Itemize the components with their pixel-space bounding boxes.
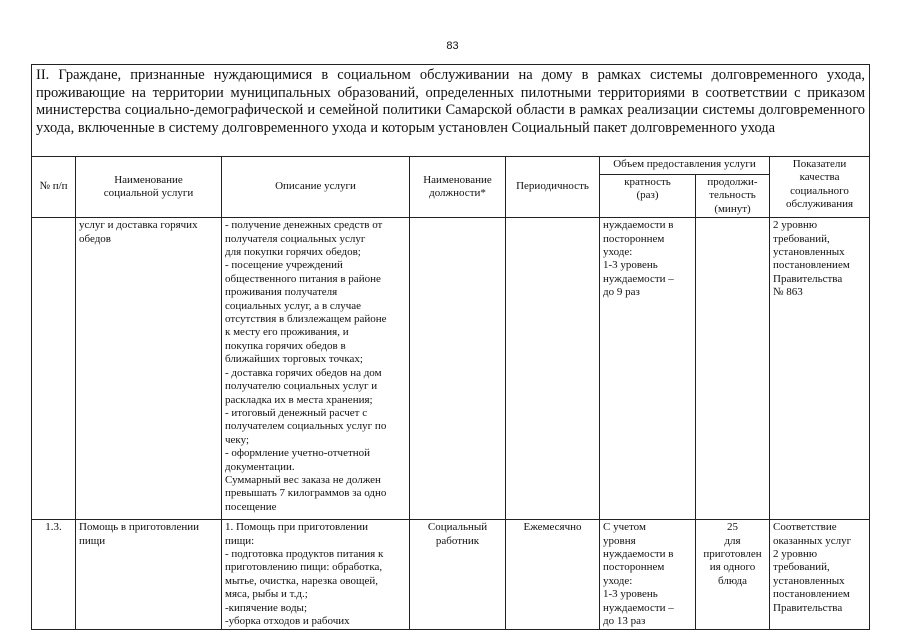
cell-num: 1.3. — [32, 520, 76, 630]
cell-line: Правительства — [773, 272, 843, 285]
header-volume-group: Объем предоставления услуги — [600, 157, 770, 175]
header-quality: Показатели качества социального обслуживания — [770, 157, 870, 218]
cell-line: нуждаемости – — [603, 601, 674, 614]
cell-line: общественного питания в районе — [225, 272, 381, 285]
cell-line: 1. Помощь при приготовлении — [225, 521, 369, 534]
cell-line: - посещение учреждений — [225, 259, 343, 272]
page-number: 83 — [446, 40, 459, 52]
cell-line: уровня — [603, 534, 636, 547]
cell-line: 25 — [727, 521, 738, 534]
cell-line: работник — [435, 534, 480, 547]
header-periodicity: Периодичность — [506, 157, 600, 218]
cell-line: нуждаемости – — [603, 272, 674, 285]
cell-line: пищи — [79, 534, 106, 547]
cell-line: документации. — [225, 460, 295, 473]
cell-line: установленных — [773, 246, 845, 259]
cell-line: Суммарный вес заказа не должен — [225, 473, 381, 486]
cell-periodicity — [506, 520, 600, 630]
cell-line: - оформление учетно-отчетной — [225, 447, 371, 460]
table-row — [32, 218, 870, 520]
header-position: Наименование должности* — [410, 157, 506, 218]
cell-line: получателя социальных услуг — [225, 232, 366, 245]
header-multiplicity: кратность (раз) — [600, 175, 696, 218]
services-table — [31, 64, 870, 630]
cell-line: покупка горячих обедов в — [225, 339, 346, 352]
cell-line: посещение — [225, 500, 277, 513]
cell-multiplicity — [600, 218, 696, 520]
cell-quality — [770, 218, 870, 520]
cell-line: -кипячение воды; — [225, 601, 308, 614]
cell-line: 2 уровню — [773, 219, 818, 232]
cell-multiplicity — [600, 520, 696, 630]
header-description: Описание услуги — [222, 157, 410, 218]
cell-line: для покупки горячих обедов; — [225, 246, 361, 259]
header-duration: продолжи- тельность (минут) — [696, 175, 770, 218]
cell-line: требований, — [773, 232, 830, 245]
cell-line: приготовлению пищи: обработка, — [225, 561, 383, 574]
cell-line: раскладка их в места хранения; — [225, 393, 373, 406]
cell-line: 2 уровню — [773, 548, 818, 561]
cell-line: проживания получателя — [225, 286, 338, 299]
cell-line: 1-3 уровень — [603, 259, 658, 272]
cell-position — [410, 520, 506, 630]
cell-line: оказанных услуг — [773, 534, 852, 547]
cell-line: ближайших торговых точках; — [225, 353, 363, 366]
cell-line: обедов — [79, 232, 111, 245]
cell-line: социальных услуг, а в случае — [225, 299, 362, 312]
cell-line: № 863 — [773, 286, 803, 299]
cell-line: пищи: — [225, 534, 255, 547]
cell-line: до 13 раз — [603, 615, 646, 628]
cell-line: приготовлен — [703, 548, 762, 561]
cell-duration — [696, 218, 770, 520]
cell-line: мытье, очистка, нарезка овощей, — [225, 574, 378, 587]
cell-line: - получение денежных средств от — [225, 219, 383, 232]
cell-name — [76, 520, 222, 630]
cell-line: Соответствие — [773, 521, 837, 534]
cell-line: постороннем — [603, 561, 665, 574]
cell-line: до 9 раз — [603, 286, 640, 299]
cell-line: - итоговый денежный расчет с — [225, 406, 368, 419]
section-heading: II. Граждане, признанные нуждающимися в социальном обслуживании на дому в рамках системы долговременного ухода, проживающие на территории муниципальных образований, определенных пилотными территориями в соответствии с приказом министерства социально-демографической и семейной политики Самарской области в рамках реализации системы долговременного ухода, включенные в систему долговременного ухода и которым установлен Социальный пакет долговременного ухода — [32, 65, 870, 157]
cell-line: требований, — [773, 561, 830, 574]
cell-line: С учетом — [603, 521, 646, 534]
cell-description — [222, 520, 410, 630]
cell-line: -уборка отходов и рабочих — [225, 615, 350, 628]
cell-name — [76, 218, 222, 520]
cell-quality — [770, 520, 870, 630]
cell-line: Ежемесячно — [523, 521, 582, 534]
cell-description — [222, 218, 410, 520]
cell-line: постороннем — [603, 232, 665, 245]
cell-line: превышать 7 килограммов за одно — [225, 487, 387, 500]
cell-line: постановлением — [773, 588, 850, 601]
cell-line: - подготовка продуктов питания к — [225, 548, 384, 561]
cell-duration — [696, 520, 770, 630]
header-num: № п/п — [32, 157, 76, 218]
cell-line: получателю социальных услуг и — [225, 380, 378, 393]
cell-position — [410, 218, 506, 520]
cell-line: отсутствия в близлежащем районе — [225, 313, 387, 326]
cell-line: услуг и доставка горячих — [79, 219, 198, 232]
cell-num — [32, 218, 76, 520]
cell-line: постановлением — [773, 259, 850, 272]
cell-line: чеку; — [225, 433, 250, 446]
cell-line: - доставка горячих обедов на дом — [225, 366, 382, 379]
cell-line: Социальный — [427, 521, 488, 534]
cell-line: уходе: — [603, 574, 633, 587]
cell-line: установленных — [773, 574, 845, 587]
cell-line: нуждаемости в — [603, 548, 674, 561]
cell-line: к месту его проживания, и — [225, 326, 349, 339]
cell-line: Помощь в приготовлении — [79, 521, 199, 534]
cell-line: ия одного — [709, 561, 756, 574]
header-name: Наименование социальной услуги — [76, 157, 222, 218]
cell-line: нуждаемости в — [603, 219, 674, 232]
cell-line: Правительства — [773, 601, 843, 614]
table-row — [32, 520, 870, 630]
cell-line: 1-3 уровень — [603, 588, 658, 601]
cell-line: для — [724, 534, 741, 547]
cell-periodicity — [506, 218, 600, 520]
cell-line: мяса, рыбы и т.д.; — [225, 588, 308, 601]
cell-line: блюда — [718, 574, 747, 587]
cell-line: получателем социальных услуг по — [225, 420, 387, 433]
cell-line: уходе: — [603, 246, 633, 259]
